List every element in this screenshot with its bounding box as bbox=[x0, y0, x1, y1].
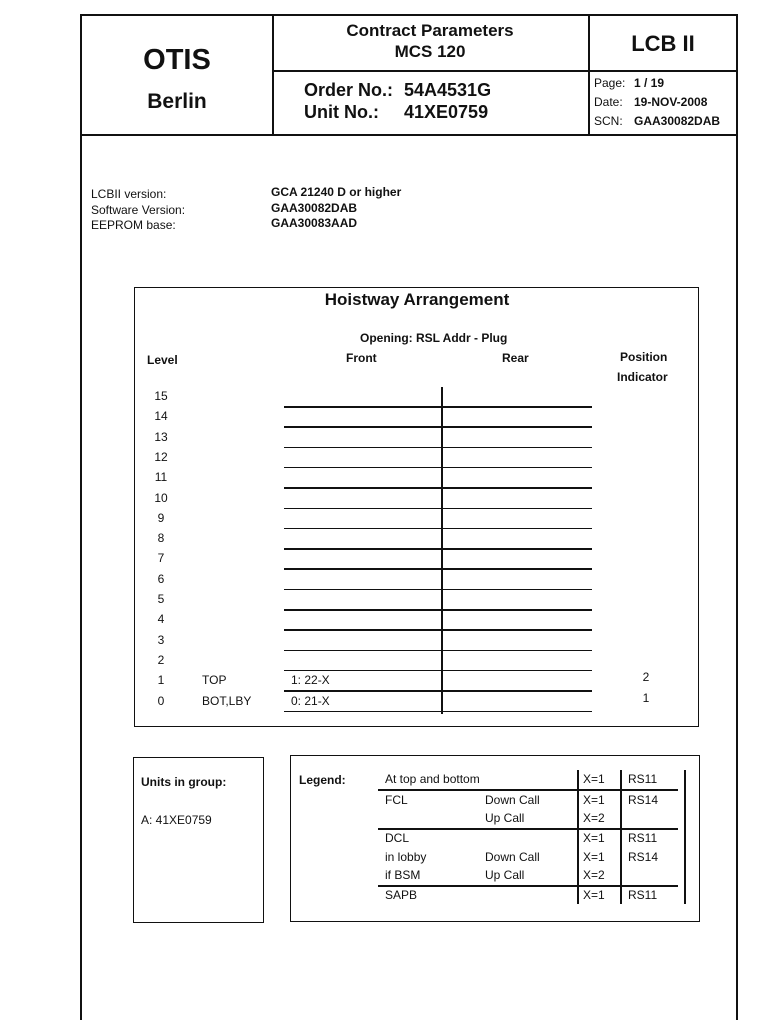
legend-separator bbox=[378, 828, 678, 830]
legend-call: Up Call bbox=[485, 868, 525, 882]
row-line bbox=[284, 548, 592, 550]
legend-x-value: X=1 bbox=[583, 850, 605, 864]
header-top-border bbox=[80, 14, 738, 16]
legend-item: DCL bbox=[385, 831, 410, 845]
front-opening: 0: 21-X bbox=[291, 693, 330, 708]
level-number: 1 bbox=[157, 673, 165, 688]
level-number: 2 bbox=[157, 652, 165, 667]
company-name: OTIS bbox=[143, 44, 211, 76]
level-number: 4 bbox=[157, 612, 165, 627]
level-number: 15 bbox=[154, 389, 168, 403]
page-right-border bbox=[736, 14, 738, 1020]
doc-title-line1: Contract Parameters bbox=[346, 21, 514, 40]
doc-title-line2: MCS 120 bbox=[394, 42, 466, 61]
version-value: GCA 21240 D or higher bbox=[271, 185, 402, 199]
legend-separator bbox=[378, 789, 678, 791]
unit-label: Unit No.: bbox=[304, 102, 379, 122]
level-name: TOP bbox=[202, 673, 227, 688]
level-number: 0 bbox=[157, 693, 165, 708]
page-label: Page: bbox=[594, 76, 626, 90]
unit-value: 41XE0759 bbox=[404, 102, 489, 122]
legend-x-value: X=1 bbox=[583, 888, 605, 902]
row-line bbox=[284, 528, 592, 530]
legend-x-value: X=1 bbox=[583, 793, 605, 807]
level-number: 12 bbox=[154, 449, 168, 464]
legend-call: Up Call bbox=[485, 811, 525, 825]
row-line bbox=[284, 406, 592, 408]
legend-rs: RS14 bbox=[628, 793, 659, 807]
legend-col-divider bbox=[620, 770, 622, 904]
version-value: GAA30083AAD bbox=[271, 216, 358, 230]
order-label: Order No.: bbox=[304, 80, 394, 100]
row-line bbox=[284, 711, 592, 713]
legend-x-value: X=1 bbox=[583, 831, 605, 845]
legend-rs: RS11 bbox=[628, 831, 658, 845]
legend-col-divider bbox=[684, 770, 686, 904]
legend-item: SAPB bbox=[385, 888, 418, 902]
header-bottom-border bbox=[80, 134, 738, 136]
level-name: BOT,LBY bbox=[202, 693, 252, 708]
level-number: 13 bbox=[154, 429, 168, 444]
col-rear: Rear bbox=[502, 351, 529, 365]
legend-x-value: X=2 bbox=[583, 868, 605, 882]
legend-call: Down Call bbox=[485, 850, 540, 864]
level-number: 8 bbox=[157, 531, 165, 546]
row-line bbox=[284, 690, 592, 692]
col-front: Front bbox=[346, 351, 377, 365]
legend-item: if BSM bbox=[385, 868, 421, 882]
row-line bbox=[284, 467, 592, 469]
legend-col-divider bbox=[577, 770, 579, 904]
version-value: GAA30082DAB bbox=[271, 201, 358, 215]
version-label: Software Version: bbox=[91, 203, 186, 217]
units-group-title: Units in group: bbox=[141, 775, 227, 789]
date-value: 19-NOV-2008 bbox=[634, 95, 708, 109]
row-line bbox=[284, 670, 592, 672]
row-line bbox=[284, 629, 592, 631]
front-opening: 1: 22-X bbox=[291, 673, 330, 688]
legend-x-value: X=1 bbox=[583, 772, 605, 786]
level-number: 3 bbox=[157, 632, 165, 647]
page-value: 1 / 19 bbox=[634, 76, 665, 90]
level-number: 9 bbox=[157, 510, 165, 525]
position-indicator: 1 bbox=[642, 690, 650, 705]
level-number: 6 bbox=[157, 571, 165, 586]
row-line bbox=[284, 426, 592, 428]
legend-separator bbox=[378, 885, 678, 887]
row-line bbox=[284, 609, 592, 611]
position-indicator: 2 bbox=[642, 670, 650, 685]
legend-rs: RS11 bbox=[628, 772, 658, 786]
header-mid-line bbox=[272, 70, 738, 72]
col-indicator: Indicator bbox=[617, 370, 668, 384]
row-line bbox=[284, 487, 592, 489]
level-number: 7 bbox=[157, 551, 165, 566]
row-line bbox=[284, 447, 592, 449]
scn-value: GAA30082DAB bbox=[634, 114, 721, 128]
row-line bbox=[284, 568, 592, 570]
col-level: Level bbox=[147, 353, 178, 367]
legend-item: At top and bottom bbox=[385, 772, 480, 786]
level-number: 5 bbox=[157, 592, 165, 606]
col-position: Position bbox=[620, 350, 668, 364]
opening-header: Opening: RSL Addr - Plug bbox=[360, 331, 508, 345]
row-line bbox=[284, 650, 592, 652]
legend-call: Down Call bbox=[485, 793, 540, 807]
legend-item: FCL bbox=[385, 793, 408, 807]
legend-rs: RS11 bbox=[628, 888, 658, 902]
legend-x-value: X=2 bbox=[583, 811, 605, 825]
legend-rs: RS14 bbox=[628, 850, 659, 864]
level-number: 11 bbox=[154, 470, 168, 485]
version-label: EEPROM base: bbox=[91, 218, 176, 232]
product-name: LCB II bbox=[631, 31, 695, 56]
company-city: Berlin bbox=[147, 90, 207, 113]
row-line bbox=[284, 508, 592, 510]
front-rear-divider bbox=[441, 387, 443, 714]
level-number: 10 bbox=[154, 490, 168, 505]
hoistway-title: Hoistway Arrangement bbox=[324, 290, 510, 309]
date-label: Date: bbox=[594, 95, 623, 109]
units-group-entry: A: 41XE0759 bbox=[141, 813, 212, 827]
level-number: 14 bbox=[154, 409, 168, 424]
version-label: LCBII version: bbox=[91, 187, 167, 201]
row-line bbox=[284, 589, 592, 591]
legend-item: in lobby bbox=[385, 850, 427, 864]
scn-label: SCN: bbox=[594, 114, 623, 128]
page-left-border bbox=[80, 14, 82, 1020]
order-value: 54A4531G bbox=[404, 80, 492, 100]
legend-title: Legend: bbox=[299, 773, 346, 787]
